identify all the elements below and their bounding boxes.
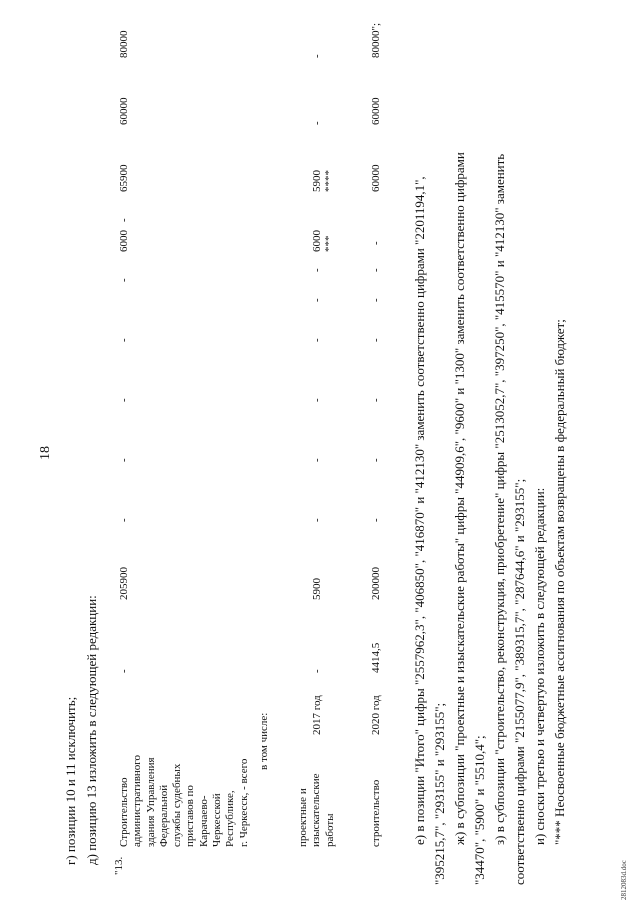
sub2-cell: -: [370, 338, 382, 342]
row-13-name-line: приставов по: [184, 785, 197, 847]
sub1-cell: -: [311, 669, 323, 673]
sub2-cell: -: [370, 298, 382, 302]
row-13-name-line: здания Управления: [144, 757, 157, 847]
main-row-cell: -: [118, 518, 130, 522]
sub2-year: 2020 год: [370, 695, 382, 735]
sub1-cell: -: [311, 298, 323, 302]
sub1-year: 2017 год: [311, 695, 323, 735]
amendment-e: е) в позиции "Итого" цифры "2557962,3", "406850", "416870" и "412130" заменить соответственно цифрами "2201194,1",: [412, 176, 427, 845]
main-row-cell: -: [118, 278, 130, 282]
main-row-cell: 6000: [118, 230, 130, 252]
sub1-label-line: изыскательские: [310, 773, 323, 847]
amendment-e-cont: "395215,7", "293155" и "293155";: [432, 702, 447, 885]
sub1-cell: -: [311, 338, 323, 342]
page-number: 18: [38, 446, 53, 460]
row-13-name-line: административного: [131, 754, 144, 847]
row-13-name-line: г. Черкесск, - всего: [237, 758, 250, 847]
sub1-label-line: работы: [323, 813, 336, 847]
sub1-cell: -: [311, 458, 323, 462]
amendment-zh: ж) в субпозиции "проектные и изыскательские работы" цифры "44909,6", "9600" и "1300" заменить соответственно цифрами: [452, 152, 467, 845]
sub1-label-line: проектные и: [297, 788, 309, 847]
sub2-cell: -: [370, 268, 382, 272]
sub2-cell: 60000: [370, 97, 382, 125]
sub1-label: [297, 727, 337, 847]
sub1-cell: -: [311, 268, 323, 272]
main-row-cell: -: [118, 338, 130, 342]
sub1-cell: -: [311, 121, 323, 125]
sub2-cell: -: [370, 241, 382, 245]
sub1-cell-footnoted: 5900 ****: [311, 170, 335, 192]
sub2-cell: 60000: [370, 164, 382, 192]
amendment-z: з) в субпозиции "строительство, реконструкция, приобретение" цифры "2513052,7", "397250", "415570" и "412130" заменить: [492, 153, 507, 845]
sub2-cell: -: [370, 458, 382, 462]
main-row-cell: -: [118, 669, 130, 673]
sub2-cell: 200000: [370, 567, 382, 600]
intro-item-g: г) позиции 10 и 11 исключить;: [63, 696, 78, 865]
row-13-name-line: службы судебных: [171, 763, 184, 847]
amendment-zh-cont: "34470", "5900" и "5510,4";: [472, 735, 487, 885]
sub1-cell-footnoted: 6000 ***: [311, 230, 335, 252]
sub-header-label: в том числе:: [258, 712, 270, 770]
sub2-label: строительство: [370, 779, 382, 847]
main-row-cell: -: [118, 398, 130, 402]
main-row-cell: 205900: [118, 567, 130, 600]
sub2-cell: -: [370, 398, 382, 402]
row-13-object-name: [118, 717, 251, 847]
row-13-name-line: Республике,: [224, 790, 237, 847]
sub2-cell: 4414,5: [370, 642, 382, 673]
amendment-i: и) сноски третью и четвертую изложить в следующей редакции:: [532, 487, 547, 845]
main-row-cell: 60000: [118, 97, 130, 125]
sub2-cell: 80000";: [370, 22, 382, 58]
row-13-name-line: Федеральной: [157, 784, 170, 847]
row-13-name-line: Черкесской: [211, 793, 224, 847]
main-row-cell: -: [118, 218, 130, 222]
row-13-name-line: Карачаево-: [197, 795, 210, 847]
sub1-cell: 5900: [311, 578, 323, 600]
main-row-cell: -: [118, 458, 130, 462]
sub1-cell: -: [311, 518, 323, 522]
footer-file-name: 2812083d.doc: [620, 860, 628, 900]
row-13-name-line: Строительство: [118, 777, 130, 847]
intro-item-d: д) позицию 13 изложить в следующей редакции:: [84, 595, 99, 865]
sub2-cell: -: [370, 518, 382, 522]
main-row-cell: 80000: [118, 30, 130, 58]
amendment-z-cont: соответственно цифрами "2155077,9", "389315,7", "287644,6" и "293155";: [512, 478, 527, 885]
sub1-cell: -: [311, 54, 323, 58]
row-13-open-quote: "13.: [113, 856, 125, 875]
main-row-cell: 65900: [118, 164, 130, 192]
footnote-text: "*** Неосвоенные бюджетные ассигнования по объектам возвращены в федеральный бюджет;: [552, 319, 567, 845]
sub1-cell: -: [311, 398, 323, 402]
